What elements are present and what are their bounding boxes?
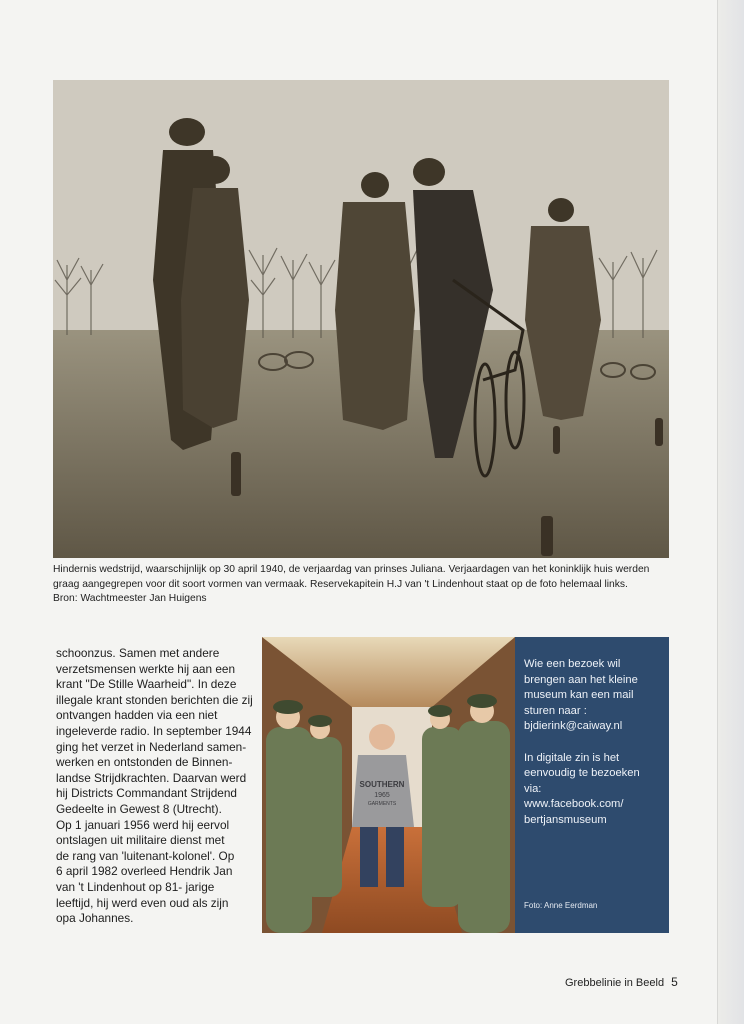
top-photo bbox=[53, 80, 669, 558]
caption-source: Bron: Wachtmeester Jan Huigens bbox=[53, 593, 207, 605]
museum-info-box bbox=[515, 637, 669, 933]
page-number: 5 bbox=[671, 975, 678, 989]
caption-line: Hindernis wedstrijd, waarschijnlijk op 30 april 1940, de verjaardag van prinses Juliana. Verjaardagen van het koninklijk huis werden bbox=[53, 564, 650, 575]
photo-credit: Foto: Anne Eerdman bbox=[524, 901, 598, 910]
photo-caption bbox=[53, 563, 683, 607]
shirt-print-2: 1965 bbox=[374, 792, 390, 799]
museum-photo bbox=[262, 637, 515, 933]
magazine-title: Grebbelinie in Beeld bbox=[565, 977, 665, 989]
page-edge bbox=[717, 0, 744, 1024]
shirt-print-1: SOUTHERN bbox=[359, 780, 405, 789]
shirt-print-3: GARMENTS bbox=[367, 801, 397, 807]
caption-line: graag aangegrepen voor dit soort vormen van vermaak. Reservekapitein H.J van 't Lindenhout staat op de foto helemaal links. bbox=[53, 578, 628, 590]
info-box-text: Wie een bezoek wil brengen aan het kleine museum kan een mail sturen naar : bjdierink@caiway.nl In digitale zin is het eenvoudig te bezoeken via: www.facebook.com/ bertjansmuseum bbox=[524, 658, 640, 826]
page-footer bbox=[565, 975, 678, 989]
article-body-text: schoonzus. Samen met andere verzetsmensen werkte hij aan een krant "De Stille Waarheid". In deze illegale krant stonden berichten die zij ontvangen hadden via een niet ingeleverde radio. In september 1944 ging het verzet in Nederland samen- werken en ontstonden de Binnen- landse Strijdkrachten. Daarvan werd hij Districts Commandant Strijdend Gedeelte in Gewest 8 (Utrecht). Op 1 januari 1956 werd hij eervol ontslagen uit militaire dienst met de rang van 'luitenant-kolonel'. Op 6 april 1982 overleed Hendrik Jan van 't Lindenhout op 81- jarige leeftijd, hij werd even oud als zijn opa Johannes. bbox=[56, 646, 253, 926]
museum-photo-illustration bbox=[262, 637, 515, 933]
top-photo-illustration bbox=[53, 80, 669, 558]
